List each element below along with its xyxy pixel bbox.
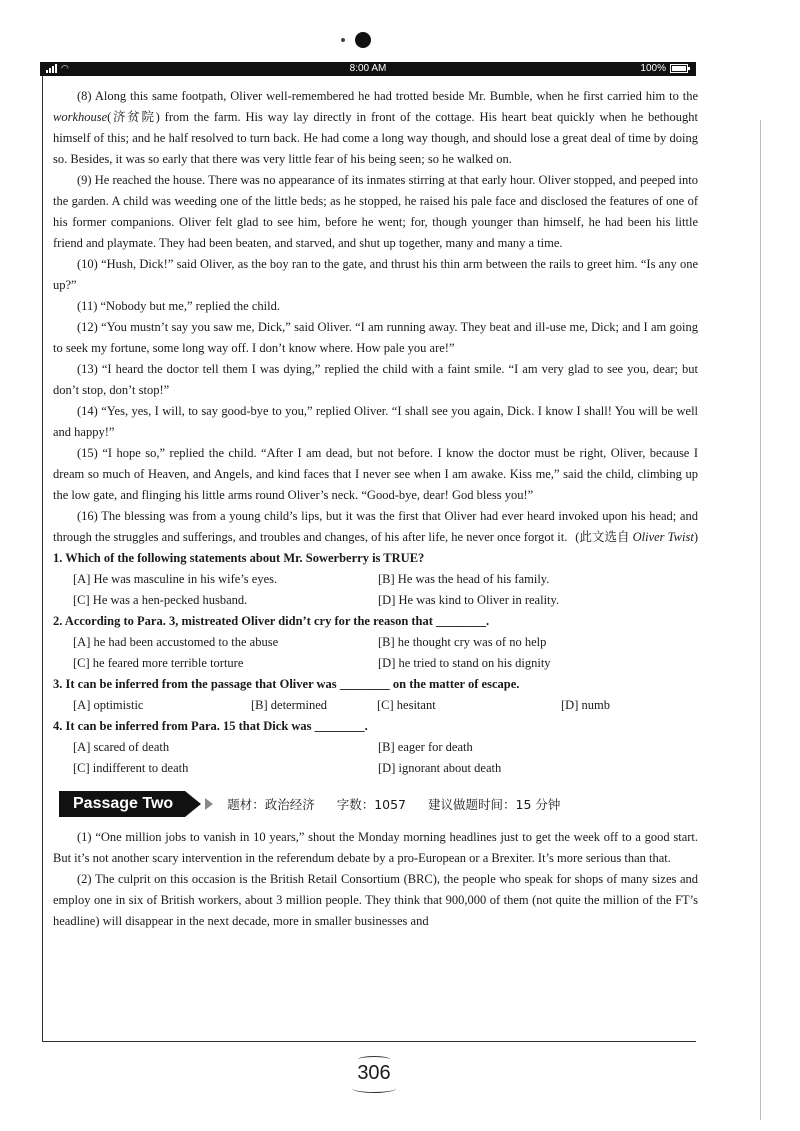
- page-frame-bottom: [42, 1041, 696, 1042]
- paragraph-13: (13) “I heard the doctor tell them I was dying,” replied the child with a faint smile. “I am very glad to see you, dear; but don’t stop, don’t stop!”: [53, 362, 698, 397]
- passage-title: Passage Two: [59, 791, 185, 817]
- page-ornament-top: [358, 1056, 390, 1063]
- page-ornament-bottom: [352, 1084, 396, 1093]
- wifi-icon: ◠: [61, 63, 69, 73]
- question-stem: 3. It can be inferred from the passage that Oliver was ________ on the matter of escape.: [53, 677, 520, 691]
- page-number-text: 306: [357, 1062, 391, 1084]
- paragraph-9: (9) He reached the house. There was no appearance of its inmates stirring at that early hour. Oliver stopped, and peeped into the garden. A child was weeding one of the little beds; as he stopped, he raised his pale face and disclosed the features of one of his former companions. Oliver felt glad to see him, before he went; for, though younger than himself, he had been his little friend and playmate. They had been beaten, and starved, and shut up together, many and many a time.: [53, 173, 699, 250]
- passage-topic: 题材：政治经济: [227, 796, 315, 812]
- option-d[interactable]: [D] numb: [561, 698, 610, 712]
- option-d[interactable]: [D] ignorant about death: [378, 761, 502, 775]
- question-stem: 1. Which of the following statements about Mr. Sowerberry is TRUE?: [53, 551, 425, 565]
- arrow-icon: [185, 791, 201, 817]
- status-bar: [40, 62, 696, 76]
- page-edge-line: [760, 120, 761, 1120]
- paragraph-8: (8) Along this same footpath, Oliver well-remembered he had trotted beside Mr. Bumble, when he first carried him to the workhouse(济贫院) from the farm. His way lay directly in front of the cottage. His heart beat quickly when he bethought himself of this; and he half resolved to turn back. He had come a long way though, and should lose a great deal of time by doing so. Besides, it was so early that there was very little fear of his being seen; so he walked on.: [53, 89, 699, 166]
- question-stem: 2. According to Para. 3, mistreated Oliver didn’t cry for the reason that ________.: [53, 614, 490, 628]
- question-stem: 4. It can be inferred from Para. 15 that Dick was ________.: [53, 719, 368, 733]
- option-c[interactable]: [C] he feared more terrible torture: [73, 656, 244, 670]
- battery-icon: [670, 64, 688, 73]
- battery-percent: 100%: [640, 63, 666, 74]
- option-d[interactable]: [D] He was kind to Oliver in reality.: [378, 593, 560, 607]
- arrow-small-icon: [205, 798, 213, 810]
- paragraph-16: (16) The blessing was from a young child’s lips, but it was the first that Oliver had ever heard invoked upon his head; and through the struggles and sufferings, and troubles and changes, of his after life, he never once forgot it. (此文选自 Oliver Twist): [53, 506, 698, 548]
- option-c[interactable]: [C] hesitant: [377, 698, 436, 712]
- document-content: [53, 86, 698, 932]
- question-2: [53, 611, 698, 674]
- question-1: [53, 548, 698, 611]
- page-frame-left: [42, 76, 43, 1042]
- option-a[interactable]: [A] optimistic: [73, 698, 144, 712]
- paragraph-10: (10) “Hush, Dick!” said Oliver, as the boy ran to the gate, and thrust his thin arm between the rails to greet him. “Is any one up?”: [53, 257, 698, 292]
- passage-suggested-time: 建议做题时间：15 分钟: [428, 796, 561, 812]
- source-citation: (此文选自 Oliver Twist): [575, 530, 698, 544]
- option-a[interactable]: [A] He was masculine in his wife’s eyes.: [73, 572, 278, 586]
- paragraph-12: (12) “You mustn’t say you saw me, Dick,” said Oliver. “I am running away. They beat and ill-use me, Dick; and I am going to seek my fortune, some long way off. I don’t know where. How pale you are!”: [53, 320, 698, 355]
- paragraph-15: (15) “I hope so,” replied the child. “After I am dead, but not before. I know the doctor must be right, Oliver, because I dream so much of Heaven, and Angels, and kind faces that I never see when I am awake. Kiss me,” said the child, climbing up the low gate, and flinging his little arms round Oliver’s neck. “Good-bye, dear! God bless you!”: [53, 446, 698, 502]
- option-c[interactable]: [C] indifferent to death: [73, 761, 189, 775]
- option-b[interactable]: [B] eager for death: [378, 740, 473, 754]
- question-3: [53, 674, 698, 716]
- large-dot-icon: [355, 32, 371, 48]
- passage-two-paragraph-1: (1) “One million jobs to vanish in 10 years,” shout the Monday morning headlines just to get the week off to a good start. But it’s not another scary intervention in the referendum debate by a pro-European or a Brexiter. It’s more serious than that.: [53, 830, 699, 865]
- paragraph-11: (11) “Nobody but me,” replied the child.: [77, 299, 280, 313]
- small-dot-icon: [341, 38, 345, 42]
- page-number: [352, 1062, 396, 1085]
- option-d[interactable]: [D] he tried to stand on his dignity: [378, 656, 551, 670]
- header-ornament: [341, 30, 371, 50]
- paragraph-14: (14) “Yes, yes, I will, to say good-bye to you,” replied Oliver. “I shall see you again, Dick. I know I shall! You will be well and happy!”: [53, 404, 699, 439]
- passage-word-count: 字数：1057: [336, 796, 407, 812]
- question-4: [53, 716, 698, 779]
- passage-two-banner: [59, 789, 698, 819]
- option-a[interactable]: [A] scared of death: [73, 740, 170, 754]
- status-time: 8:00 AM: [349, 63, 387, 74]
- passage-two-paragraph-2: (2) The culprit on this occasion is the British Retail Consortium (BRC), the people who speak for shops of many sizes and employ one in six of British workers, about 3 million people. They think that 900,000 of them (not quite the million of the FT’s headline) will disappear in the next decade, more in smaller businesses and: [53, 872, 698, 928]
- option-b[interactable]: [B] determined: [251, 698, 328, 712]
- option-b[interactable]: [B] He was the head of his family.: [378, 572, 550, 586]
- option-b[interactable]: [B] he thought cry was of no help: [378, 635, 547, 649]
- option-a[interactable]: [A] he had been accustomed to the abuse: [73, 635, 279, 649]
- option-c[interactable]: [C] He was a hen-pecked husband.: [73, 593, 248, 607]
